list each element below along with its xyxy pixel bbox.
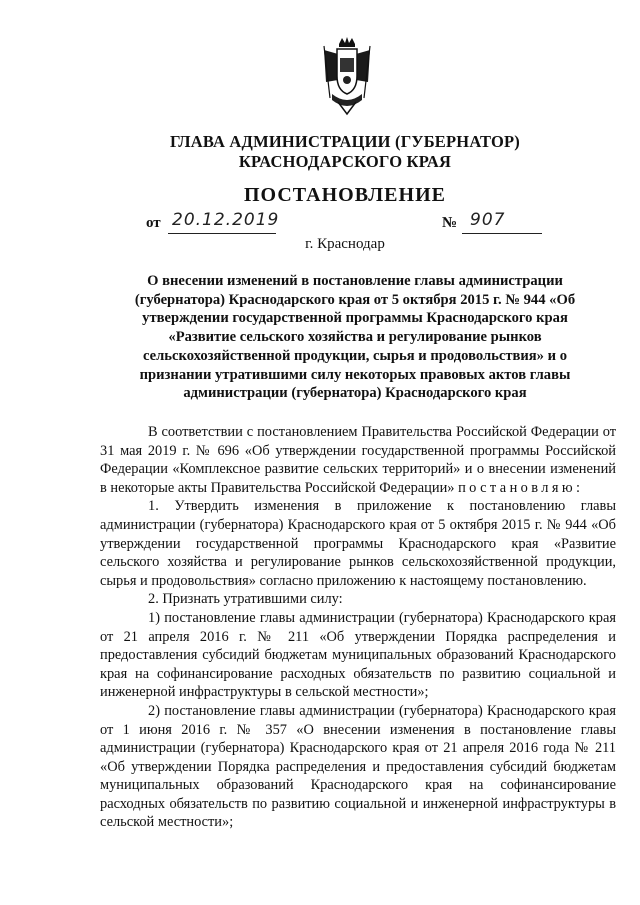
document-type-title: ПОСТАНОВЛЕНИЕ — [244, 184, 446, 206]
preamble-text: В соответствии с постановлением Правительства Российской Федерации от 31 мая 2019 г. № 696 «Об утверждении государственной программы Российской Федерации «Комплексное развитие сельских территорий» и о внесении изменений в некоторые акты Правительства Российской Федерации» — [100, 424, 616, 496]
date-value: 20.12.2019 — [172, 210, 280, 230]
subitem-2: 2) постановление главы администрации (губернатора) Краснодарского края от 1 июня 2016 г. № 357 «О внесении изменения в постановление главы администрации (губернатора) Краснодарского края от 21 апреля 2016 года № 211 «Об утверждении Порядка распределения и предоставления субсидий бюджетам муниципальных образований Краснодарского края на софинансирование расходных обязательств по развитию социальной и инженерной инфраструктуры в сельской местности»; — [100, 702, 616, 831]
authority-title-line1: ГЛАВА АДМИНИСТРАЦИИ (ГУБЕРНАТОР) — [170, 132, 520, 151]
authority-title-line2: КРАСНОДАРСКОГО КРАЯ — [238, 152, 452, 171]
date-underline — [168, 233, 276, 234]
number-underline — [462, 233, 542, 234]
item-1: 1. Утвердить изменения в приложение к постановлению главы администрации (губернатора) Краснодарского края от 5 октября 2015 г. № 944 «Об утверждении государственной программы Краснодарского края «Развитие сельского хозяйства и регулирование рынков сельскохозяйственной продукции, сырья и продовольствия» согласно приложению к настоящему постановлению. — [100, 498, 616, 589]
subitem-1: 1) постановление главы администрации (губернатора) Краснодарского края от 21 апреля 2016 г. № 211 «Об утверждении Порядка распределения и предоставления субсидий бюджетам муниципальных образований Краснодарского края на софинансирование расходных обязательств по развитию социальной и инженерной инфраструктуры в сельской местности»; — [100, 609, 616, 701]
coat-of-arms-emblem — [318, 36, 376, 116]
preamble-paragraph — [100, 423, 616, 497]
coat-of-arms-icon — [318, 36, 376, 116]
item-2: 2. Признать утратившими силу: — [148, 591, 343, 608]
number-value: 907 — [470, 210, 506, 230]
number-label: № — [442, 215, 458, 231]
date-label: от — [146, 215, 161, 231]
city-name: г. Краснодар — [305, 236, 385, 252]
document-body — [100, 423, 616, 832]
document-subject: О внесении изменений в постановление главы администрации (губернатора) Краснодарского края от 5 октября 2015 г. № 944 «Об утверждении государственной программы Краснодарского края «Развитие сельского хозяйства и регулирование рынков сельскохозяйственной продукции, сырья и продовольствия» и о признании утратившими силу некоторых правовых актов главы администрации (губернатора) Краснодарского края — [134, 273, 576, 402]
decree-word: постановляю: — [458, 479, 584, 496]
